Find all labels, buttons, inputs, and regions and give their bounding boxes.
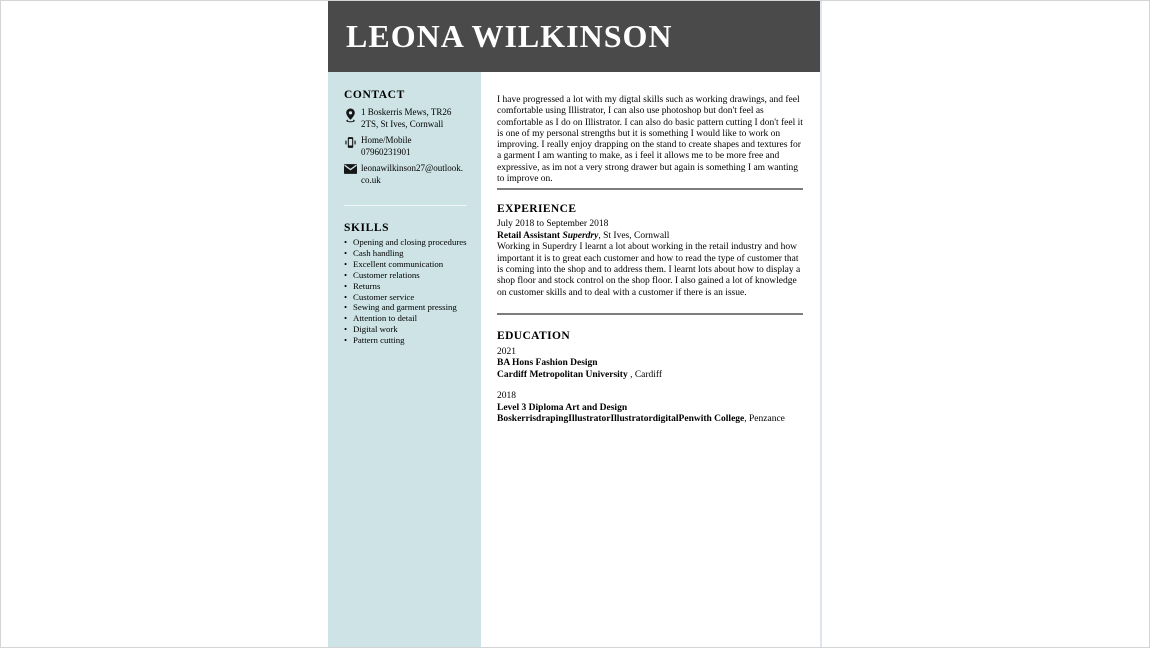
- envelope-icon: [344, 163, 361, 186]
- candidate-name: LEONA WILKINSON: [346, 18, 673, 54]
- skill-label: Customer relations: [353, 269, 420, 280]
- skill-label: Attention to detail: [353, 313, 418, 324]
- resume-body: [328, 72, 820, 647]
- mobile-phone-icon: [344, 135, 361, 158]
- skills-list: [344, 237, 473, 346]
- skill-label: Pattern cutting: [353, 335, 405, 346]
- experience-company: Superdry: [560, 230, 599, 241]
- profile-summary: I have progressed a lot with my digtal skills such as working drawings, and feel comfortable using Illistrator, I can also use photoshop but don't feel as comfortable as I do on Illistrator. I can also do basic pattern cutting I don't feel it is one of my personal strengths but it is something I would like to work on improving. I really enjoy drapping on the stand to create shapes and textures for a garment I am wanting to make, as i feel it allows me to be more free and expressive, as im not a very strong drawer but again is something I am wanting to improve on.: [497, 95, 803, 185]
- skill-label: Cash handling: [353, 247, 404, 258]
- location-pin-icon: [344, 107, 361, 130]
- education-institution: BoskerrisdrapingIllustratorIllustratordigitalPenwith College: [497, 414, 745, 425]
- education-institution-line: [497, 414, 803, 426]
- resume-sidebar: [328, 72, 481, 647]
- skill-item: [344, 335, 473, 346]
- resume-document: [328, 1, 822, 647]
- contact-email-item: [344, 163, 473, 186]
- skill-label: Digital work: [353, 324, 398, 335]
- experience-location: , St Ives, Cornwall: [598, 230, 670, 241]
- bullet-icon: •: [344, 247, 348, 258]
- skill-item: [344, 237, 473, 248]
- education-institution-line: [497, 370, 803, 382]
- experience-role: Retail Assistant: [497, 230, 561, 241]
- experience-role-line: [497, 231, 803, 243]
- section-divider: [497, 313, 803, 315]
- skill-label: Returns: [353, 280, 381, 291]
- education-year: 2018: [497, 391, 516, 402]
- contact-address-item: [344, 107, 473, 130]
- skills-section-heading: SKILLS: [344, 222, 390, 234]
- section-divider: [497, 188, 803, 190]
- sidebar-divider: [344, 205, 467, 206]
- experience-section-heading: EXPERIENCE: [497, 203, 577, 216]
- bullet-icon: •: [344, 280, 348, 291]
- skill-item: [344, 270, 473, 281]
- skill-item: [344, 313, 473, 324]
- education-location: , Cardiff: [627, 369, 663, 380]
- education-entry: [497, 391, 803, 426]
- phone-label: Home/Mobile: [361, 135, 412, 145]
- bullet-icon: •: [344, 258, 348, 269]
- skill-item: [344, 324, 473, 335]
- skill-label: Opening and closing procedures: [353, 237, 467, 247]
- bullet-icon: •: [344, 237, 348, 247]
- bullet-icon: •: [344, 324, 348, 335]
- experience-dates: July 2018 to September 2018: [497, 219, 609, 230]
- skill-label: Sewing and garment pressing: [353, 302, 457, 313]
- education-institution: Cardiff Metropolitan University: [497, 369, 628, 380]
- resume-header: [328, 1, 820, 72]
- contact-section-heading: CONTACT: [344, 89, 405, 101]
- skill-item: [344, 281, 473, 292]
- skill-item: [344, 292, 473, 303]
- bullet-icon: •: [344, 291, 348, 302]
- education-entry: [497, 347, 803, 382]
- contact-email: leonawilkinson27@outlook.co.uk: [361, 163, 464, 185]
- education-location: , Penzance: [744, 414, 785, 425]
- contact-phone-item: [344, 135, 473, 158]
- skill-label: Excellent communication: [353, 258, 444, 269]
- bullet-icon: •: [344, 313, 348, 324]
- contact-phone: [361, 135, 465, 158]
- skill-item: [344, 302, 473, 313]
- experience-description: Working in Superdry I learnt a lot about working in the retail industry and how important it is to great each customer and how to read the type of customer that is coming into the shop and to address them. I learnt lots about how to display a shop floor and stock control on the shop floor. I also gained a lot of knowledge on customer skills and to deal with a customer if there is an issue.: [497, 242, 801, 298]
- skill-item: [344, 248, 473, 259]
- resume-main-column: [481, 72, 820, 647]
- contact-address: 1 Boskerris Mews, TR26 2TS, St Ives, Cornwall: [361, 107, 452, 129]
- education-year: 2021: [497, 346, 516, 357]
- education-title: Level 3 Diploma Art and Design: [497, 402, 628, 413]
- education-section-heading: EDUCATION: [497, 329, 571, 342]
- skill-label: Customer service: [353, 291, 415, 302]
- education-title: BA Hons Fashion Design: [497, 358, 598, 369]
- bullet-icon: •: [344, 269, 348, 280]
- skill-item: [344, 259, 473, 270]
- phone-number: 07960231901: [361, 146, 411, 157]
- bullet-icon: •: [344, 302, 348, 313]
- bullet-icon: •: [344, 335, 348, 346]
